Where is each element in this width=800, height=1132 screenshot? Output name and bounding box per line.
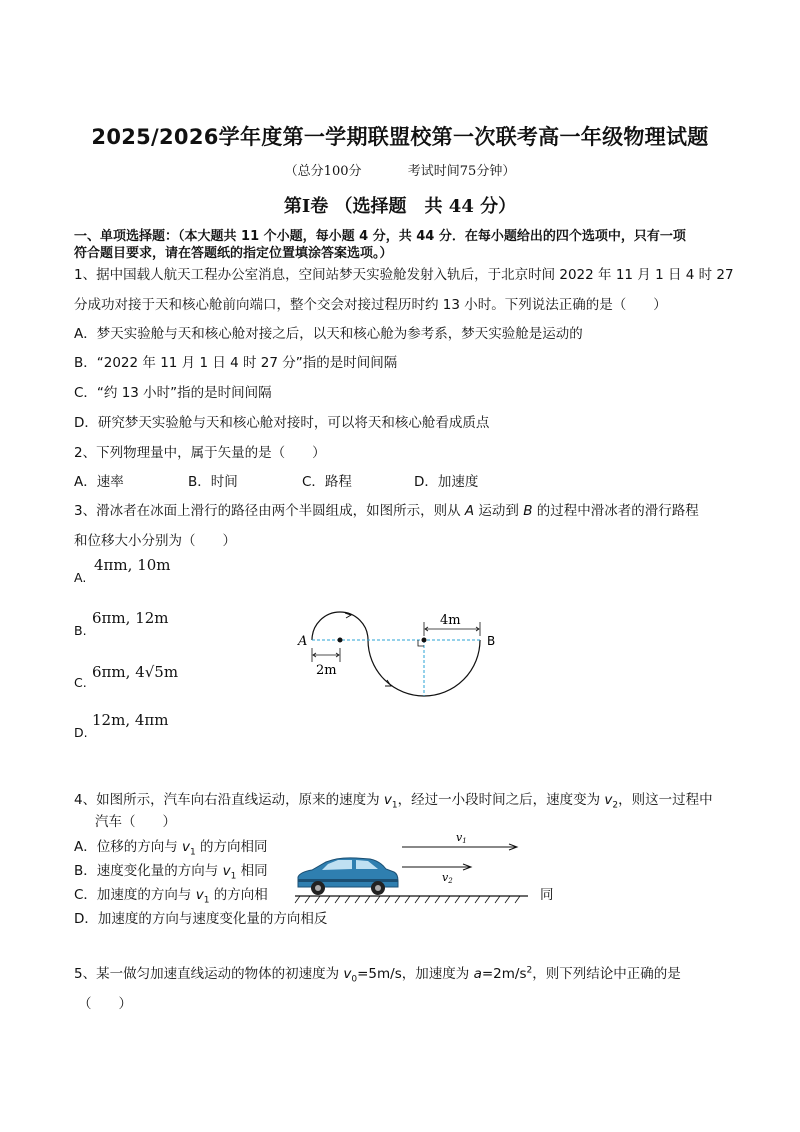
q2-option-b: B．时间	[188, 474, 238, 490]
q1-stem-2: 分成功对接于天和核心舱前向端口，整个交会对接过程历时约 13 小时。下列说法正确的是（ ）	[74, 297, 667, 313]
q4-car-figure	[290, 825, 530, 905]
q3-option-b: B.	[74, 623, 87, 638]
q3-stem-2: 和位移大小分别为（ ）	[74, 533, 236, 549]
q4-stem-1: 4、如图所示，汽车向右沿直线运动，原来的速度为 $v_1$，经过一小段时间之后，速度变为 $v_2$，则这一过程中	[74, 792, 713, 811]
exam-subtitle	[0, 160, 800, 179]
car-icon	[298, 858, 398, 895]
fig-v2-label: v2	[442, 871, 453, 885]
q4-option-a: A．位移的方向与 $v_1$ 的方向相同	[74, 839, 268, 858]
q2-option-d: D．加速度	[414, 474, 479, 490]
ground-hatching	[295, 896, 520, 903]
q5-stem-1: 5、某一做匀加速直线运动的物体的初速度为 $v_0=5m/s$，加速度为 $a=2m/s^2$，则下列结论中正确的是	[74, 965, 681, 985]
q3-option-b-value: 6πm, 12m	[92, 609, 169, 627]
q1-option-d: D．研究梦天实验舱与天和核心舱对接时，可以将天和核心舱看成质点	[74, 415, 490, 431]
small-semicircle	[312, 612, 368, 640]
q3-option-d: D.	[74, 725, 88, 740]
section-title: 第Ⅰ卷 （选择题 共 44 分）	[283, 196, 517, 217]
q4-option-d: D．加速度的方向与速度变化量的方向相反	[74, 911, 328, 927]
exam-title: 2025/2026学年度第一学期联盟校第一次联考高一年级物理试题	[91, 125, 709, 149]
point-a-label: A	[298, 634, 308, 649]
q3-option-c: C.	[74, 675, 87, 690]
q1-option-c: C．“约 13 小时”指的是时间间隔	[74, 385, 272, 401]
q3-skating-path-figure	[290, 600, 510, 705]
large-center-dot	[422, 638, 427, 643]
q4-option-c: C．加速度的方向与 $v_1$ 的方向相	[74, 887, 268, 906]
point-b-label: B	[487, 634, 496, 648]
q4-stem-2: 汽车（ ）	[95, 814, 176, 830]
q4-option-c-tail: 同	[540, 887, 554, 903]
q2-stem: 2、下列物理量中，属于矢量的是（ ）	[74, 445, 326, 461]
section-instruction-2: 符合题目要求，请在答题纸的指定位置填涂答案选项。）	[74, 246, 393, 261]
dim-2m-label: 2m	[316, 663, 337, 678]
fig-v1-label: v1	[456, 831, 467, 845]
q3-option-a-value: 4πm, 10m	[94, 556, 171, 574]
q3-option-c-value: 6πm, 4√5m	[92, 663, 179, 681]
q2-option-c: C．路程	[302, 474, 352, 490]
q4-option-b: B．速度变化量的方向与 $v_1$ 相同	[74, 863, 268, 882]
q1-stem-1: 1、据中国载人航天工程办公室消息，空间站梦天实验舱发射入轨后，于北京时间 2022 年 11 月 1 日 4 时 27	[74, 267, 734, 283]
total-score: （总分100分	[284, 164, 362, 179]
q3-option-d-value: 12m, 4πm	[92, 711, 169, 729]
q1-option-b: B．“2022 年 11 月 1 日 4 时 27 分”指的是时间间隔	[74, 355, 398, 371]
dim-4m-label: 4m	[440, 613, 461, 628]
exam-time: 考试时间75分钟）	[407, 164, 516, 179]
q3-option-a: A.	[74, 570, 87, 585]
section-instruction-1: 一、单项选择题：（本大题共 11 个小题，每小题 4 分，共 44 分．在每小题给出的四个选项中，只有一项	[74, 229, 686, 244]
q3-stem-1: 3、滑冰者在冰面上滑行的路径由两个半圆组成，如图所示，则从 A 运动到 B 的过程中滑冰者的滑行路程	[74, 503, 699, 519]
q5-stem-2: （ ）	[78, 996, 132, 1012]
q1-option-a: A．梦天实验舱与天和核心舱对接之后，以天和核心舱为参考系，梦天实验舱是运动的	[74, 326, 583, 342]
small-center-dot	[338, 638, 343, 643]
q2-option-a: A．速率	[74, 474, 124, 490]
